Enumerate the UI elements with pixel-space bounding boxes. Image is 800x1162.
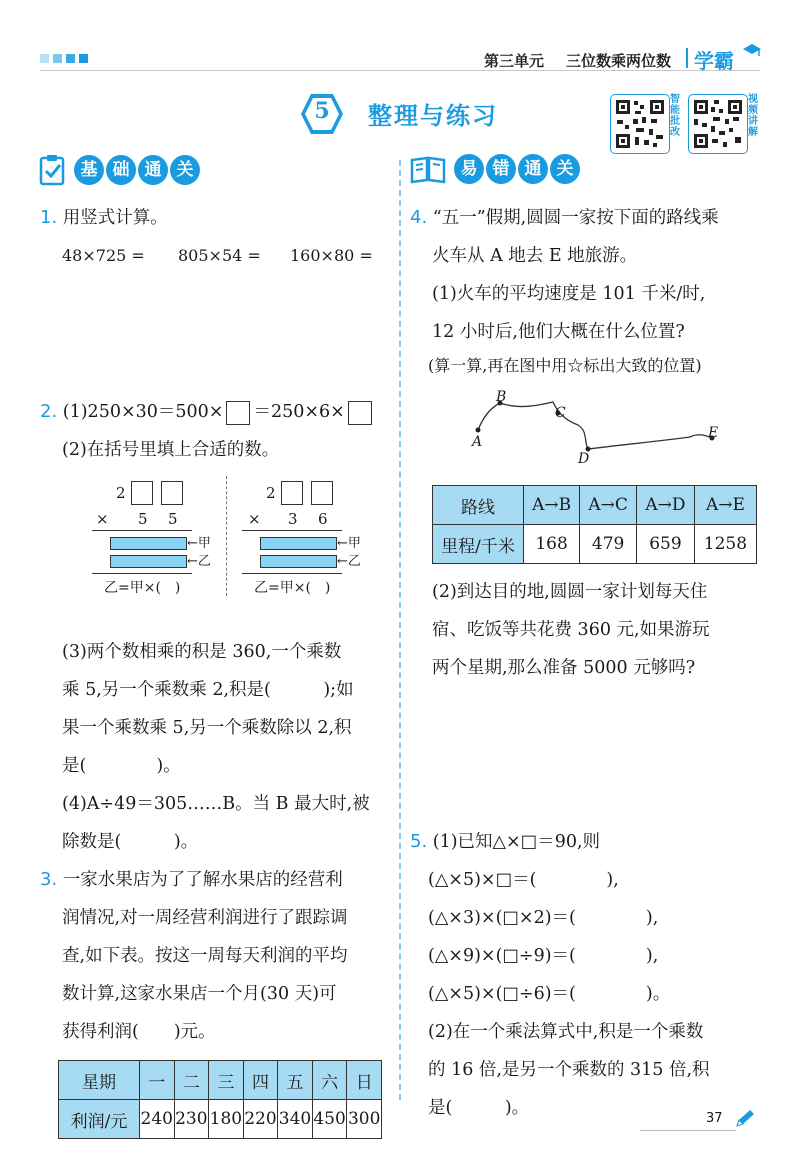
- relation-note: 乙=甲×( ): [254, 580, 331, 596]
- header-decor-square: [53, 54, 62, 63]
- vert-top-digit: 2: [266, 484, 276, 502]
- vert-digit: 6: [318, 510, 328, 528]
- question-text: 12 小时后,他们大概在什么位置?: [432, 322, 685, 342]
- table-header-cell: 三: [209, 1061, 244, 1100]
- question-number: 4.: [410, 207, 428, 228]
- table-header-cell: 星期: [59, 1061, 140, 1100]
- brand-logo: 学霸: [694, 49, 734, 73]
- question-number: 5.: [410, 831, 428, 852]
- vert-rule: [242, 573, 342, 574]
- section-title-char: 易: [454, 154, 484, 184]
- calc-item: 160×80 =: [290, 246, 373, 265]
- profit-table: [58, 1060, 382, 1139]
- header-topic: 三位数乘两位数: [566, 52, 672, 70]
- point-label: D: [578, 451, 590, 467]
- table-header-cell: 二: [174, 1061, 209, 1100]
- equation-text: (1)250×30＝500×: [62, 402, 224, 422]
- digit-box[interactable]: [131, 481, 153, 505]
- question-text: 数计算,这家水果店一个月(30 天)可: [62, 984, 337, 1004]
- question-hint: (算一算,再在图中用☆标出大致的位置): [428, 356, 702, 375]
- question-2-part-3: 乘 5,另一个乘数乘 2,积是( );如: [62, 680, 354, 700]
- question-text: 火车从 A 地去 E 地旅游。: [432, 246, 638, 266]
- question-text: 润情况,对一周经营利润进行了跟踪调: [62, 908, 348, 928]
- relation-note: 乙=甲×( ): [104, 580, 181, 596]
- table-row: [433, 486, 757, 525]
- question-prompt: 用竖式计算。: [62, 208, 168, 228]
- qr-code-video[interactable]: [688, 94, 748, 154]
- question-2-part-3: 果一个乘数乘 5,另一个乘数除以 2,积: [62, 718, 352, 738]
- section-title-char: 错: [486, 154, 516, 184]
- point-label: B: [496, 389, 507, 405]
- table-header-cell: A→D: [637, 486, 695, 525]
- table-cell: 300: [347, 1100, 382, 1139]
- graduation-cap-icon: [742, 42, 762, 58]
- pencil-icon: [734, 1108, 756, 1128]
- table-cell: 1258: [694, 525, 756, 564]
- point-label: A: [472, 434, 483, 450]
- question-text: 两个星期,那么准备 5000 元够吗?: [432, 658, 696, 678]
- table-row-label: 里程/千米: [433, 525, 524, 564]
- digit-box[interactable]: [161, 481, 183, 505]
- point-label: E: [708, 425, 719, 441]
- label-jia: ←甲: [187, 536, 211, 551]
- section-title-char: 通: [138, 155, 168, 185]
- table-row-label: 利润/元: [59, 1100, 140, 1139]
- page-title: 整理与练习: [368, 102, 498, 130]
- question-2-part-3: (3)两个数相乘的积是 360,一个乘数: [62, 642, 342, 662]
- header-decor-square: [40, 54, 49, 63]
- qr-label-grading: 智能批改: [670, 94, 680, 138]
- blank-bar-yi[interactable]: [110, 555, 187, 568]
- section-title-char: 础: [106, 155, 136, 185]
- table-cell: 659: [637, 525, 695, 564]
- vert-digit: 5: [138, 510, 148, 528]
- equation-line: (△×5)×(□÷6)＝( )。: [428, 984, 671, 1004]
- section-header-error-prone: [410, 154, 582, 184]
- question-2-part-2: (2)在括号里填上合适的数。: [62, 440, 280, 460]
- question-text: 获得利润( )元。: [62, 1022, 216, 1042]
- qr-label-video: 视频讲解: [748, 94, 758, 138]
- footer-rule: [640, 1130, 736, 1131]
- answer-box[interactable]: [226, 401, 250, 425]
- qr-code-grading[interactable]: [610, 94, 670, 154]
- calc-item: 805×54 =: [178, 246, 261, 265]
- times-sign: ×: [96, 510, 109, 528]
- blank-bar-yi[interactable]: [260, 555, 337, 568]
- vert-digit: 5: [168, 510, 178, 528]
- section-header-basic: [38, 154, 202, 186]
- clipboard-check-icon: [38, 154, 68, 186]
- table-header-cell: A→E: [694, 486, 756, 525]
- table-header-cell: A→B: [524, 486, 580, 525]
- answer-box[interactable]: [348, 401, 372, 425]
- column-divider: [399, 160, 401, 1100]
- table-cell: 180: [209, 1100, 244, 1139]
- distance-table: [432, 485, 757, 564]
- calc-item: 48×725 =: [62, 246, 145, 265]
- table-cell: 340: [278, 1100, 313, 1139]
- table-header-cell: 一: [140, 1061, 175, 1100]
- question-text: 一家水果店为了了解水果店的经营利: [62, 870, 343, 890]
- question-text: (1)火车的平均速度是 101 千米/时,: [432, 284, 706, 304]
- header-decor-square: [66, 54, 75, 63]
- equation-text: ＝250×6×: [253, 402, 345, 422]
- question-number: 1.: [40, 207, 58, 228]
- blank-bar-jia[interactable]: [110, 537, 187, 550]
- question-text: (2)到达目的地,圆圆一家计划每天住: [432, 582, 708, 602]
- digit-box[interactable]: [281, 481, 303, 505]
- header-decor-square: [79, 54, 88, 63]
- page-number: 37: [706, 1111, 723, 1126]
- label-yi: ←乙: [187, 554, 211, 569]
- question-text: 宿、吃饭等共花费 360 元,如果游玩: [432, 620, 710, 640]
- question-text: (2)在一个乘法算式中,积是一个乘数: [428, 1022, 704, 1042]
- question-text: (1)已知△×□＝90,则: [432, 832, 601, 852]
- question-5: [410, 830, 600, 854]
- open-book-icon: [410, 154, 448, 184]
- header-unit: 第三单元: [484, 52, 545, 70]
- section-title-char: 基: [74, 155, 104, 185]
- table-row: [59, 1061, 382, 1100]
- table-cell: 168: [524, 525, 580, 564]
- vert-digit: 3: [288, 510, 298, 528]
- times-sign: ×: [248, 510, 261, 528]
- section-title-char: 关: [550, 154, 580, 184]
- question-number: 3.: [40, 869, 58, 890]
- question-2-part-1: [40, 400, 375, 425]
- blank-bar-jia[interactable]: [260, 537, 337, 550]
- question-2-part-3: 是( )。: [62, 756, 181, 776]
- table-cell: 220: [243, 1100, 278, 1139]
- label-yi: ←乙: [337, 554, 361, 569]
- vert-separator: [226, 476, 227, 596]
- table-header-cell: A→C: [580, 486, 637, 525]
- table-cell: 230: [174, 1100, 209, 1139]
- table-header-cell: 五: [278, 1061, 313, 1100]
- vert-rule: [92, 530, 192, 531]
- table-cell: 479: [580, 525, 637, 564]
- table-cell: 450: [312, 1100, 347, 1139]
- label-jia: ←甲: [337, 536, 361, 551]
- table-row: [433, 525, 757, 564]
- question-text: 的 16 倍,是另一个乘数的 315 倍,积: [428, 1060, 710, 1080]
- section-title-char: 关: [170, 155, 200, 185]
- question-2-part-4: 除数是( )。: [62, 832, 199, 852]
- vert-rule: [242, 530, 342, 531]
- question-3: [40, 868, 343, 892]
- vert-top-digit: 2: [116, 484, 126, 502]
- route-point-a: [476, 428, 481, 433]
- table-header-cell: 路线: [433, 486, 524, 525]
- table-row: [59, 1100, 382, 1139]
- question-text: “五一”假期,圆圆一家按下面的路线乘: [432, 208, 719, 228]
- lesson-number: 5: [314, 98, 330, 124]
- point-label: C: [555, 405, 566, 421]
- table-header-cell: 六: [312, 1061, 347, 1100]
- question-number: 2.: [40, 401, 58, 422]
- equation-line: (△×9)×(□÷9)＝( ),: [428, 946, 659, 966]
- header-bar: [686, 48, 688, 68]
- vert-rule: [92, 573, 192, 574]
- digit-box[interactable]: [311, 481, 333, 505]
- question-2-part-4: (4)A÷49＝305……B。当 B 最大时,被: [62, 794, 370, 814]
- section-title-char: 通: [518, 154, 548, 184]
- equation-line: (△×3)×(□×2)＝( ),: [428, 908, 659, 928]
- question-1: [40, 206, 168, 230]
- equation-line: (△×5)×□＝( ),: [428, 870, 619, 890]
- question-text: 是( )。: [428, 1098, 530, 1118]
- table-cell: 240: [140, 1100, 175, 1139]
- question-4: [410, 206, 719, 230]
- table-header-cell: 四: [243, 1061, 278, 1100]
- table-header-cell: 日: [347, 1061, 382, 1100]
- question-text: 查,如下表。按这一周每天利润的平均: [62, 946, 348, 966]
